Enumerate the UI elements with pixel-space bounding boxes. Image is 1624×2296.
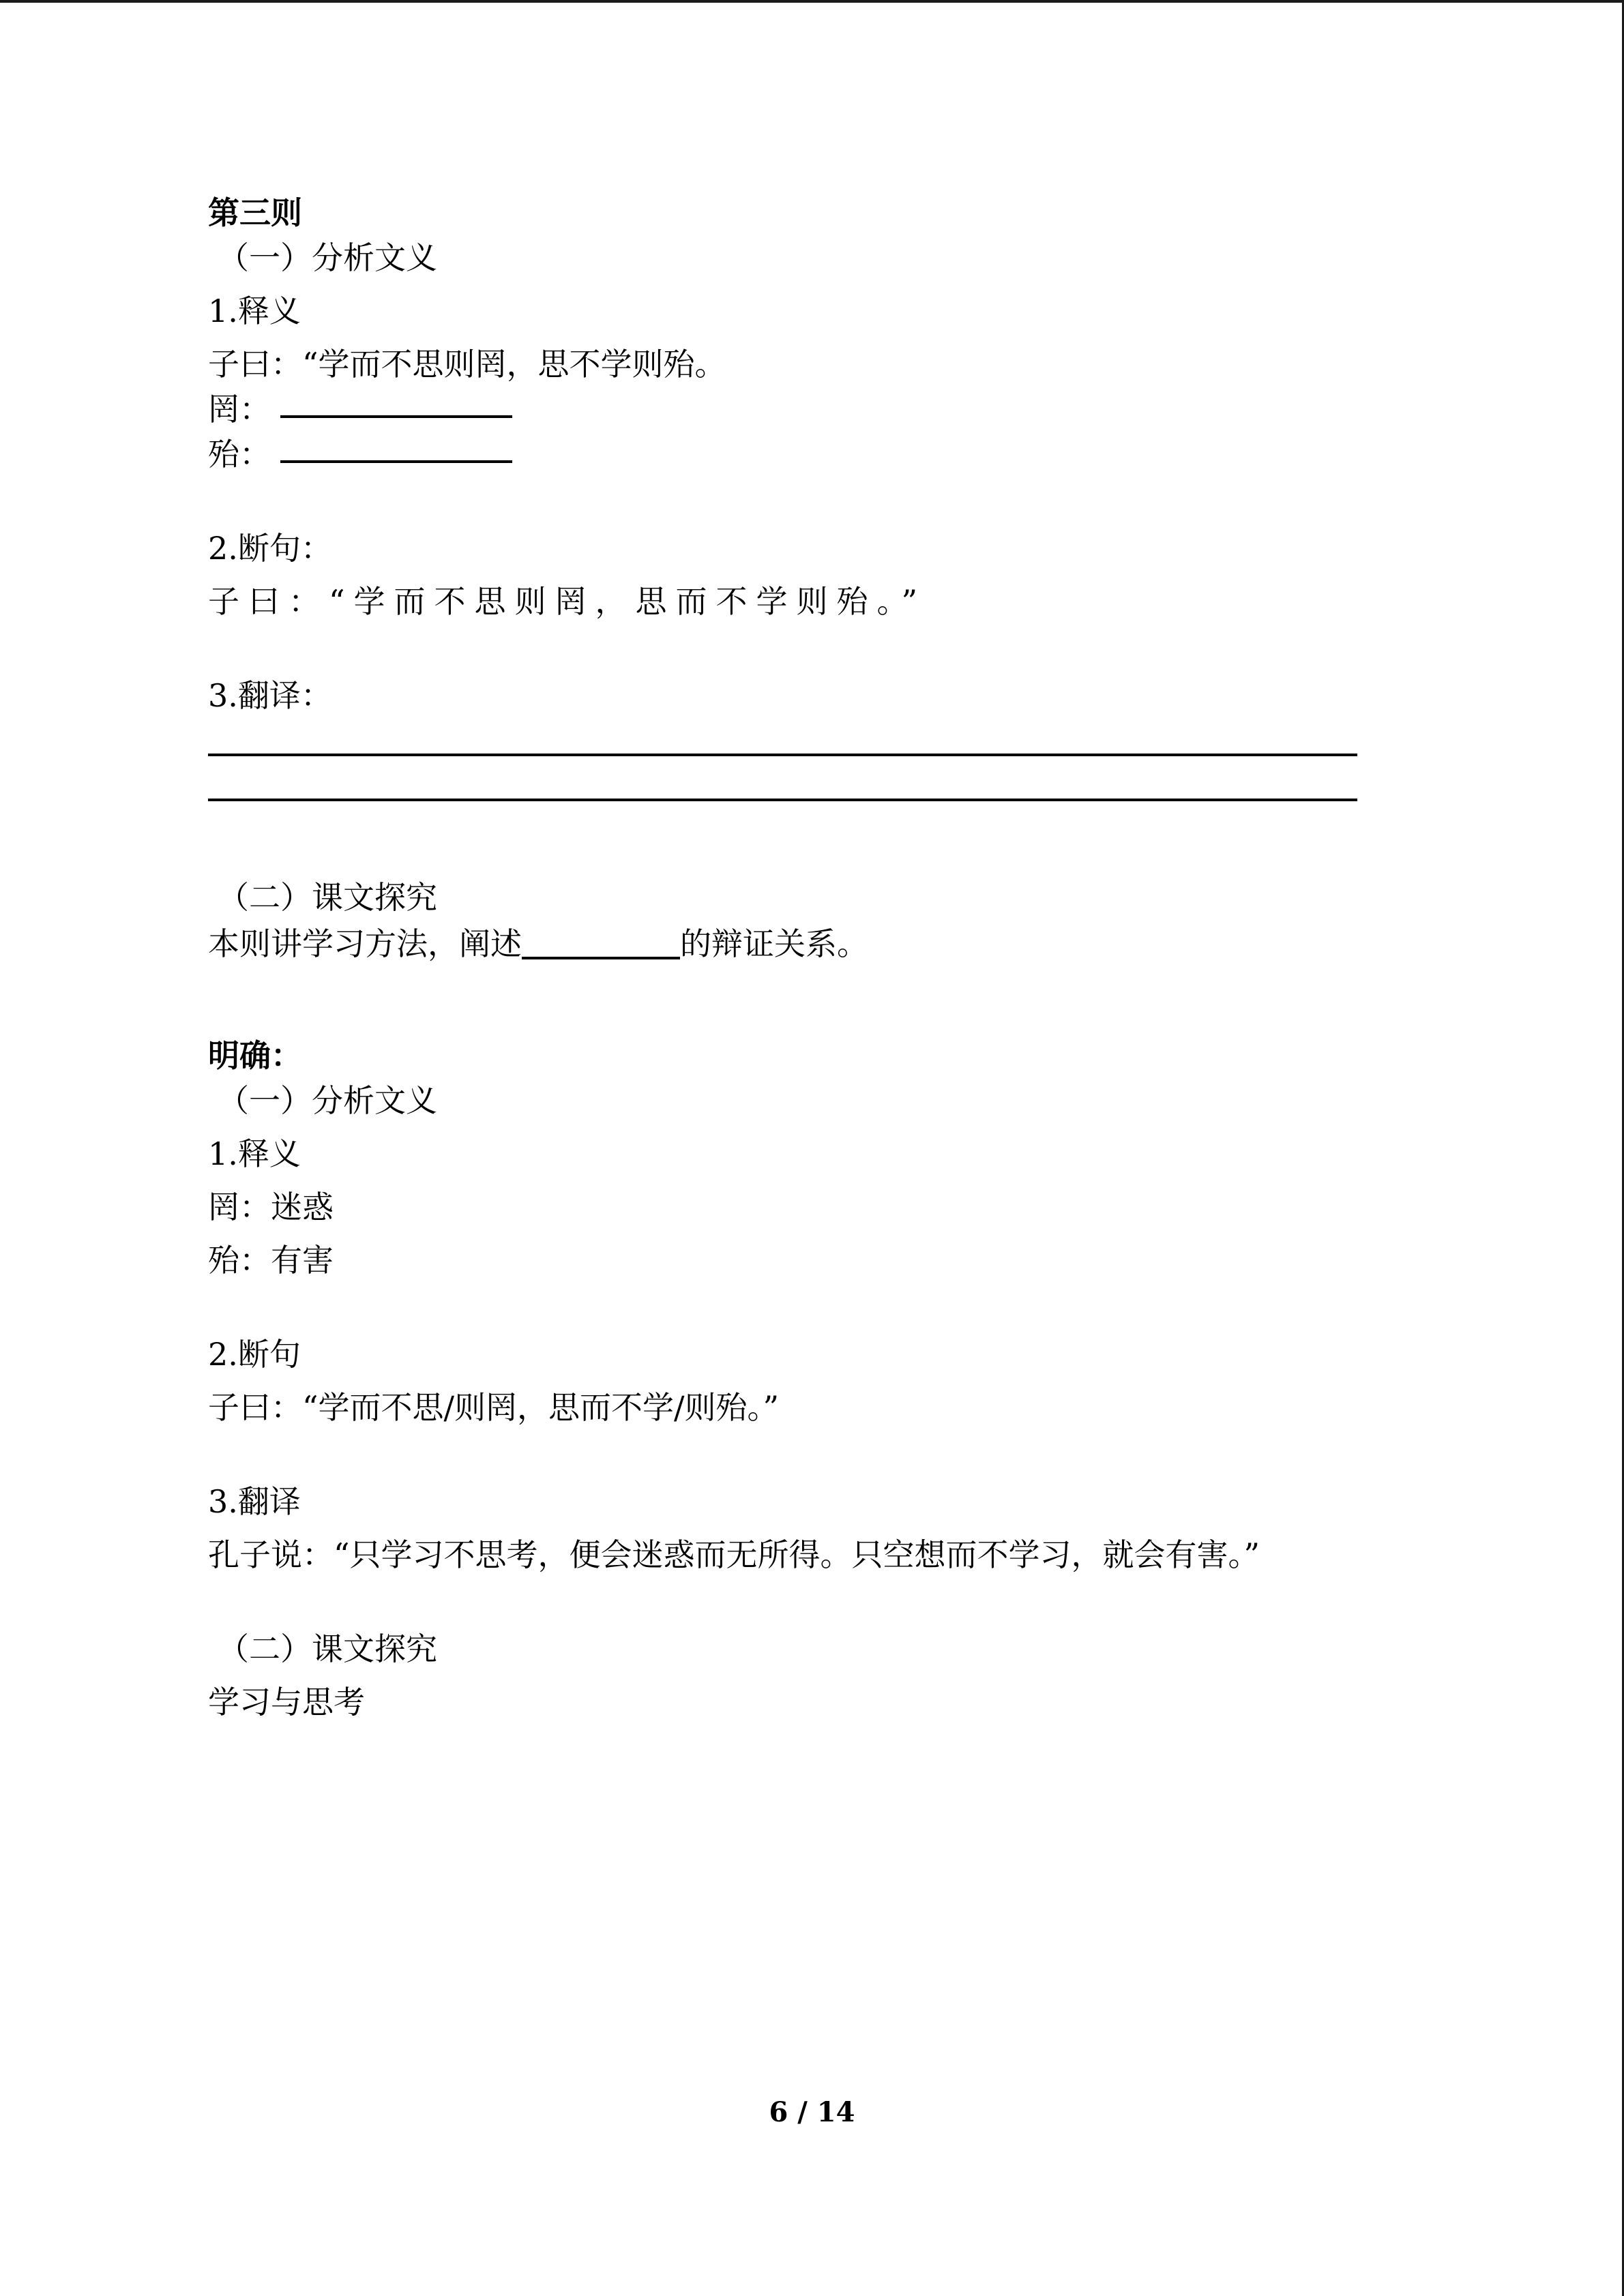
- answer-wang: 罔：迷惑: [208, 1189, 334, 1225]
- answers-part-two-heading: （二）课文探究: [218, 1630, 437, 1667]
- blank-label-dai: 殆：: [208, 436, 271, 473]
- explore-prefix: 本则讲学习方法，阐述: [208, 925, 522, 962]
- answer-rule-dai[interactable]: [280, 460, 512, 463]
- explore-sentence: [208, 925, 1361, 962]
- blank-row-wang: [208, 391, 1361, 428]
- exercise-part-two-heading: （二）课文探究: [218, 879, 437, 916]
- page-content: [208, 194, 1361, 1720]
- answers-item3-heading: 3.翻译: [208, 1483, 301, 1520]
- answers-part-one-heading: （一）分析文义: [218, 1082, 437, 1119]
- answers-heading: 明确：: [208, 1037, 302, 1074]
- answers-part-two-answer: 学习与思考: [208, 1684, 365, 1720]
- answers-item2-heading: 2.断句: [208, 1336, 301, 1373]
- exercise-part-one-heading: （一）分析文义: [218, 239, 437, 276]
- exercise-item1-heading: 1.释义: [208, 293, 301, 329]
- exercise-quote: 子曰：“学而不思则罔，思不学则殆。: [208, 346, 726, 383]
- exercise-item3-heading: 3.翻译：: [208, 677, 332, 714]
- explore-suffix: 的辩证关系。: [680, 925, 868, 962]
- page-number-footer: 6 / 14: [769, 2096, 855, 2128]
- answer-rule-wang[interactable]: [280, 415, 512, 418]
- exercise-item2-sentence: 子曰：“学而不思则罔，思而不学则殆。”: [208, 583, 927, 620]
- section-title: 第三则: [208, 194, 302, 231]
- answers-item2-sentence: 子曰：“学而不思/则罔，思而不学/则殆。”: [208, 1389, 780, 1426]
- explore-answer-blank[interactable]: [522, 957, 680, 959]
- blank-row-dai: [208, 436, 1361, 473]
- answer-dai: 殆：有害: [208, 1242, 334, 1279]
- answers-item1-heading: 1.释义: [208, 1135, 301, 1172]
- blank-label-wang: 罔：: [208, 391, 271, 428]
- exercise-item2-heading: 2.断句：: [208, 530, 332, 567]
- answers-item3-sentence: 孔子说：“只学习不思考，便会迷惑而无所得。只空想而不学习，就会有害。”: [208, 1536, 1260, 1573]
